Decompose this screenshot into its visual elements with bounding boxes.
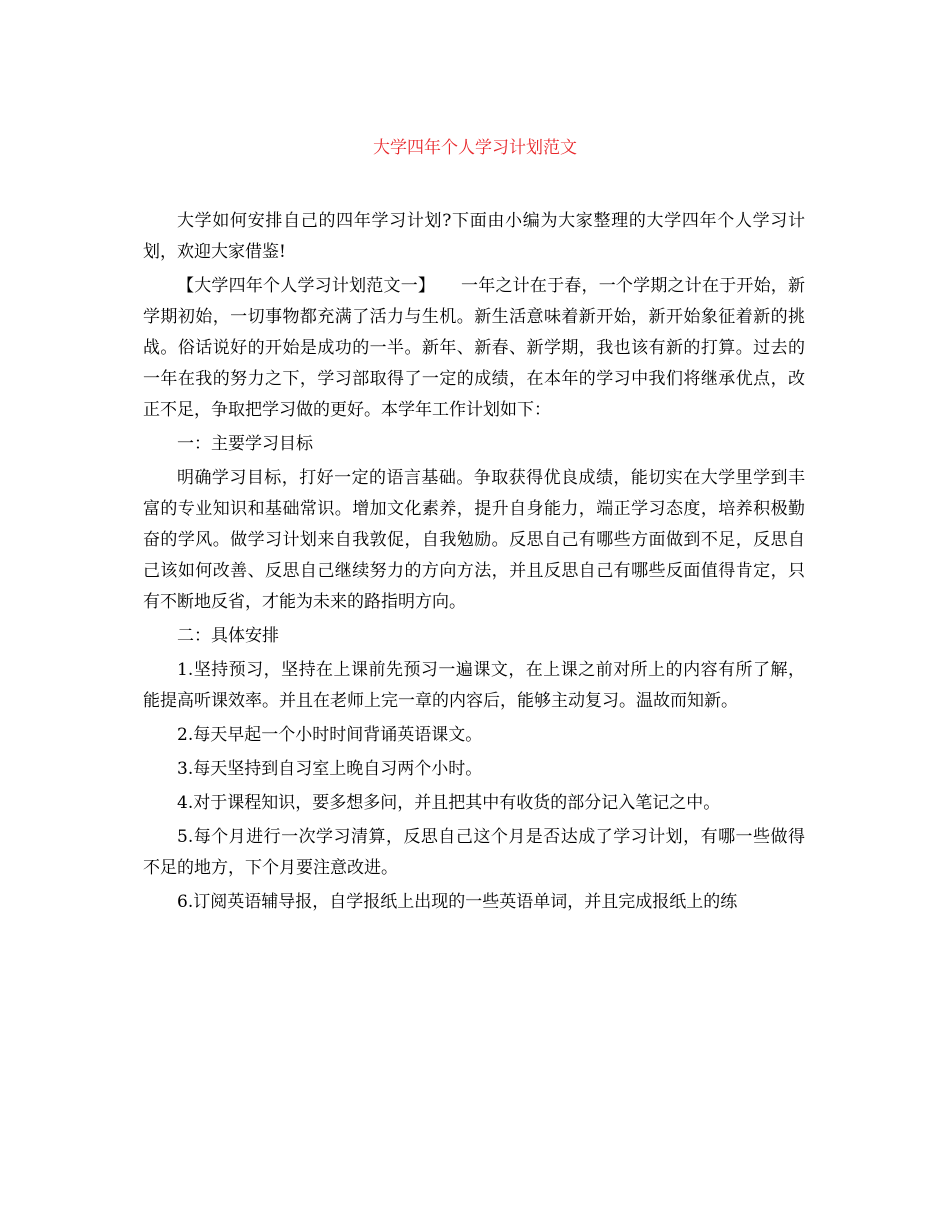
- section-heading-goals: 一：主要学习目标: [177, 434, 313, 454]
- list-item-3: 3.每天坚持到自习室上晚自习两个小时。: [177, 759, 483, 779]
- list-item-2: 2.每天早起一个小时时间背诵英语课文。: [177, 725, 483, 745]
- document-title: 大学四年个人学习计划范文: [373, 138, 577, 158]
- document-body: [143, 206, 805, 921]
- paragraph-goals: 明确学习目标，打好一定的语言基础。争取获得优良成绩，能切实在大学里学到丰富的专业知识和基础常识。增加文化素养，提升自身能力，端正学习态度，培养积极勤奋的学风。做学习计划来自我敦促，自我勉励。反思自己有哪些方面做到不足，反思自己该如何改善、反思自己继续努力的方向方法，并且反思自己有哪些反面值得肯定，只有不断地反省，才能为未来的路指明方向。: [143, 468, 805, 612]
- list-item-1: 1.坚持预习，坚持在上课前先预习一遍课文，在上课之前对所上的内容有所了解，能提高听课效率。并且在老师上完一章的内容后，能够主动复习。温故而知新。: [143, 660, 805, 711]
- list-item-5: 5.每个月进行一次学习清算，反思自己这个月是否达成了学习计划，有哪一些做得不足的地方，下个月要注意改进。: [143, 827, 805, 878]
- section-heading-arrangement: 二：具体安排: [177, 626, 279, 646]
- list-item-6: 6.订阅英语辅导报，自学报纸上出现的一些英语单词，并且完成报纸上的练: [177, 892, 738, 912]
- paragraph-intro: 大学如何安排自己的四年学习计划?下面由小编为大家整理的大学四年个人学习计划，欢迎大家借鉴!: [143, 211, 805, 262]
- paragraph-sample-one: 【大学四年个人学习计划范文一】 一年之计在于春，一个学期之计在于开始，新学期初始，一切事物都充满了活力与生机。新生活意味着新开始，新开始象征着新的挑战。俗话说好的开始是成功的一半。新年、新春、新学期，我也该有新的打算。过去的一年在我的努力之下，学习部取得了一定的成绩，在本年的学习中我们将继承优点，改正不足，争取把学习做的更好。本学年工作计划如下：: [143, 276, 805, 420]
- list-item-4: 4.对于课程知识，要多想多问，并且把其中有收货的部分记入笔记之中。: [177, 793, 721, 813]
